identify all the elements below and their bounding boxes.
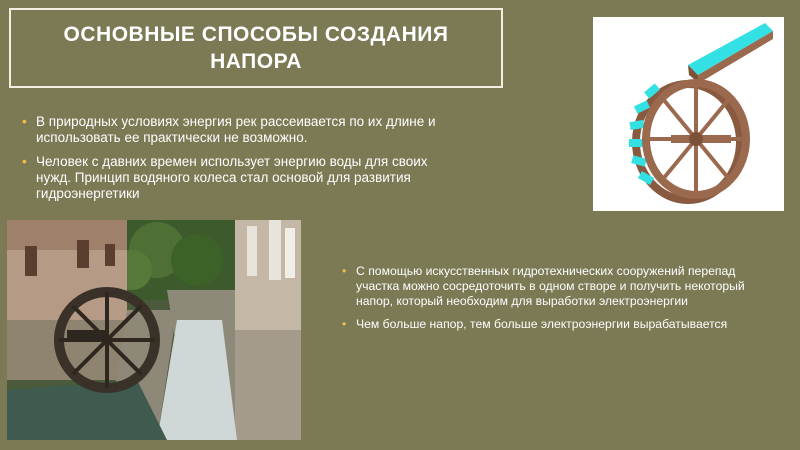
- slide-title: ОСНОВНЫЕ СПОСОБЫ СОЗДАНИЯ НАПОРА: [63, 23, 449, 73]
- bottom-bullet-list: [342, 264, 772, 340]
- bullet-marker: •: [22, 114, 27, 129]
- water-mill-scene: [7, 220, 301, 440]
- title-box: [9, 8, 503, 88]
- bullet-text: В природных условиях энергия рек рассеивается по их длине и использовать ее практически не возможно.: [36, 114, 436, 145]
- water-wheel-illustration: [593, 17, 784, 211]
- bullet-item: [22, 154, 442, 202]
- bullet-marker: •: [342, 317, 347, 331]
- bullet-text: Чем больше напор, тем больше электроэнергии вырабатывается: [356, 317, 728, 331]
- bullet-text: Человек с давних времен использует энергию воды для своих нужд. Принцип водяного колеса стал основой для развития гидроэнергетики: [36, 154, 428, 201]
- bullet-item: [342, 264, 772, 309]
- top-bullet-list: [22, 114, 442, 210]
- bullet-marker: •: [342, 264, 347, 278]
- bullet-marker: •: [22, 154, 27, 169]
- water-mill-photo: [7, 220, 301, 440]
- flume-top: [688, 23, 773, 75]
- wheel-hub: [689, 132, 703, 146]
- bullet-item: [342, 317, 772, 332]
- bullet-item: [22, 114, 442, 146]
- water-wheel-drawing: [593, 17, 784, 211]
- bullet-text: С помощью искусственных гидротехнических сооружений перепад участка можно сосредоточить в одном створе и получить некоторый напор, который необходим для выработки электроэнергии: [356, 264, 745, 308]
